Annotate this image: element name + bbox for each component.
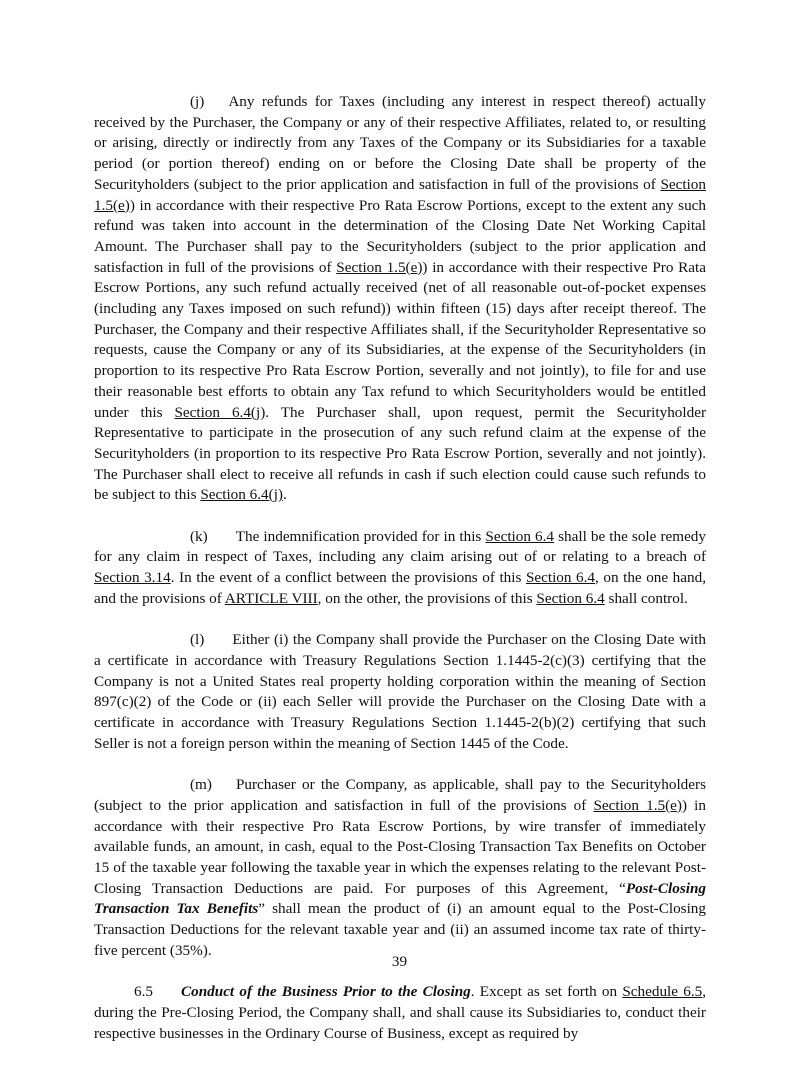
- document-page: [94, 92, 706, 1065]
- section-reference-link[interactable]: Section 6.4: [525, 569, 596, 587]
- paragraph-text: The indemnification provided for in this: [235, 527, 486, 545]
- section-reference-link[interactable]: Section 6.4(j): [174, 403, 266, 421]
- paragraph-text: Any refunds for Taxes (including any interest in respect thereof) actually received by the Purchaser, the Company or any of their respective Affiliates, related to, or resulting or arising, directly or indirectly from any Taxes of the Company or its Subsidiaries for a taxable period (or portion thereof) ending on or before the Closing Date shall be property of the Securityholders (subject to the prior application and satisfaction in full of the provisions of: [94, 93, 706, 193]
- paragraph-label: (m): [190, 776, 212, 794]
- defined-term: Post-Closing Transaction Tax Benefits: [94, 879, 706, 918]
- paragraph-text: , on the other, the provisions of this: [317, 589, 537, 607]
- paragraph-k: [94, 527, 706, 610]
- paragraph-text: Purchaser or the Company, as applicable, shall pay to the Securityholders (subject to the prior application and satisfaction in full of the provisions of: [94, 776, 706, 814]
- section-reference-link[interactable]: Section 1.5(e): [336, 258, 423, 276]
- section-heading: Conduct of the Business Prior to the Closing: [180, 983, 471, 1001]
- paragraph-m: [94, 775, 706, 961]
- paragraph-label: (l): [190, 631, 205, 649]
- paragraph-text: ” shall mean the product of (i) an amount equal to the Post-Closing Transaction Deductions for the relevant taxable year and (ii) an assumed income tax rate of thirty-five percent (35%).: [94, 900, 706, 959]
- section-reference-link[interactable]: Section 6.4(j): [200, 486, 283, 504]
- paragraph-text: ) in accordance with their respective Pro Rata Escrow Portions, by wire transfer of immediately available funds, an amount, in cash, equal to the Post-Closing Transaction Tax Benefits on October 15 of the taxable year following the taxable year in which the expenses relating to the relevant Post-Closing Transaction Deductions are paid. For purposes of this Agreement, “: [94, 796, 706, 897]
- section-reference-link[interactable]: Section 6.4: [485, 527, 555, 545]
- paragraph-label: (j): [190, 93, 205, 110]
- paragraph-text: ) in accordance with their respective Pro Rata Escrow Portions, any such refund actually received (net of all reasonable out-of-pocket expenses (including any Taxes imposed on such refund)) within fifteen (15) days after receipt thereof. The Purchaser, the Company and their respective Affiliates shall, if the Securityholder Representative so requests, cause the Company or any of its Subsidiaries, at the expense of the Securityholders (in proportion to its respective Pro Rata Escrow Portion, severally and not jointly), to file for and use their reasonable best efforts to obtain any Tax refund to which Securityholders would be entitled under this: [94, 258, 706, 421]
- paragraph-text: . The Purchaser shall, upon request, permit the Securityholder Representative to participate in the prosecution of any such refund claim at the expense of the Securityholders (in proportion to its respective Pro Rata Escrow Portion, severally and not jointly). The Purchaser shall elect to receive all refunds in cash if such election could cause such refunds to be subject to this: [94, 403, 707, 504]
- section-reference-link[interactable]: Section 1.5(e): [593, 796, 682, 814]
- section-reference-link[interactable]: Section 1.5(e): [94, 175, 706, 214]
- section-reference-link[interactable]: Section 3.14: [94, 569, 171, 587]
- page-number: 39: [391, 953, 408, 970]
- paragraph-text: .: [282, 486, 287, 504]
- paragraph-text: Either (i) the Company shall provide the Purchaser on the Closing Date with a certificate in accordance with Treasury Regulations Section 1.1445-2(c)(3) certifying that the Company is not a United States real property holding corporation within the meaning of Section 897(c)(2) of the Code or (ii) each Seller will provide the Purchaser on the Closing Date with a certificate in accordance with Treasury Regulations Section 1.1445-2(b)(2) certifying that such Seller is not a foreign person within the meaning of Section 1445 of the Code.: [94, 631, 706, 752]
- paragraph-text: , on the one hand, and the provisions of: [94, 569, 706, 607]
- paragraph-text: , during the Pre-Closing Period, the Company shall, and shall cause its Subsidiaries to, conduct their respective businesses in the Ordinary Course of Business, except as required by: [94, 983, 707, 1042]
- paragraph-j: [94, 92, 706, 506]
- paragraph-text: shall be the sole remedy for any claim in respect of Taxes, including any claim arising out of or relating to a breach of: [94, 527, 706, 566]
- paragraph-text: shall control.: [604, 589, 688, 607]
- article-reference-link[interactable]: ARTICLE VIII: [224, 589, 318, 607]
- section-number: 6.5: [134, 983, 153, 1001]
- paragraph-l: [94, 630, 706, 754]
- paragraph-text: . In the event of a conflict between the provisions of this: [170, 569, 526, 587]
- paragraph-text: . Except as set forth on: [470, 983, 623, 1001]
- paragraph-label: (k): [190, 527, 208, 545]
- paragraph-text: ) in accordance with their respective Pro Rata Escrow Portions, except to the extent any such refund was taken into account in the determination of the Closing Date Net Working Capital Amount. The Purchaser shall pay to the Securityholders (subject to the prior application and satisfaction in full of the provisions of: [94, 196, 706, 276]
- section-reference-link[interactable]: Section 6.4: [536, 589, 605, 607]
- section-6-5: [94, 982, 706, 1044]
- schedule-reference-link[interactable]: Schedule 6.5: [622, 983, 703, 1001]
